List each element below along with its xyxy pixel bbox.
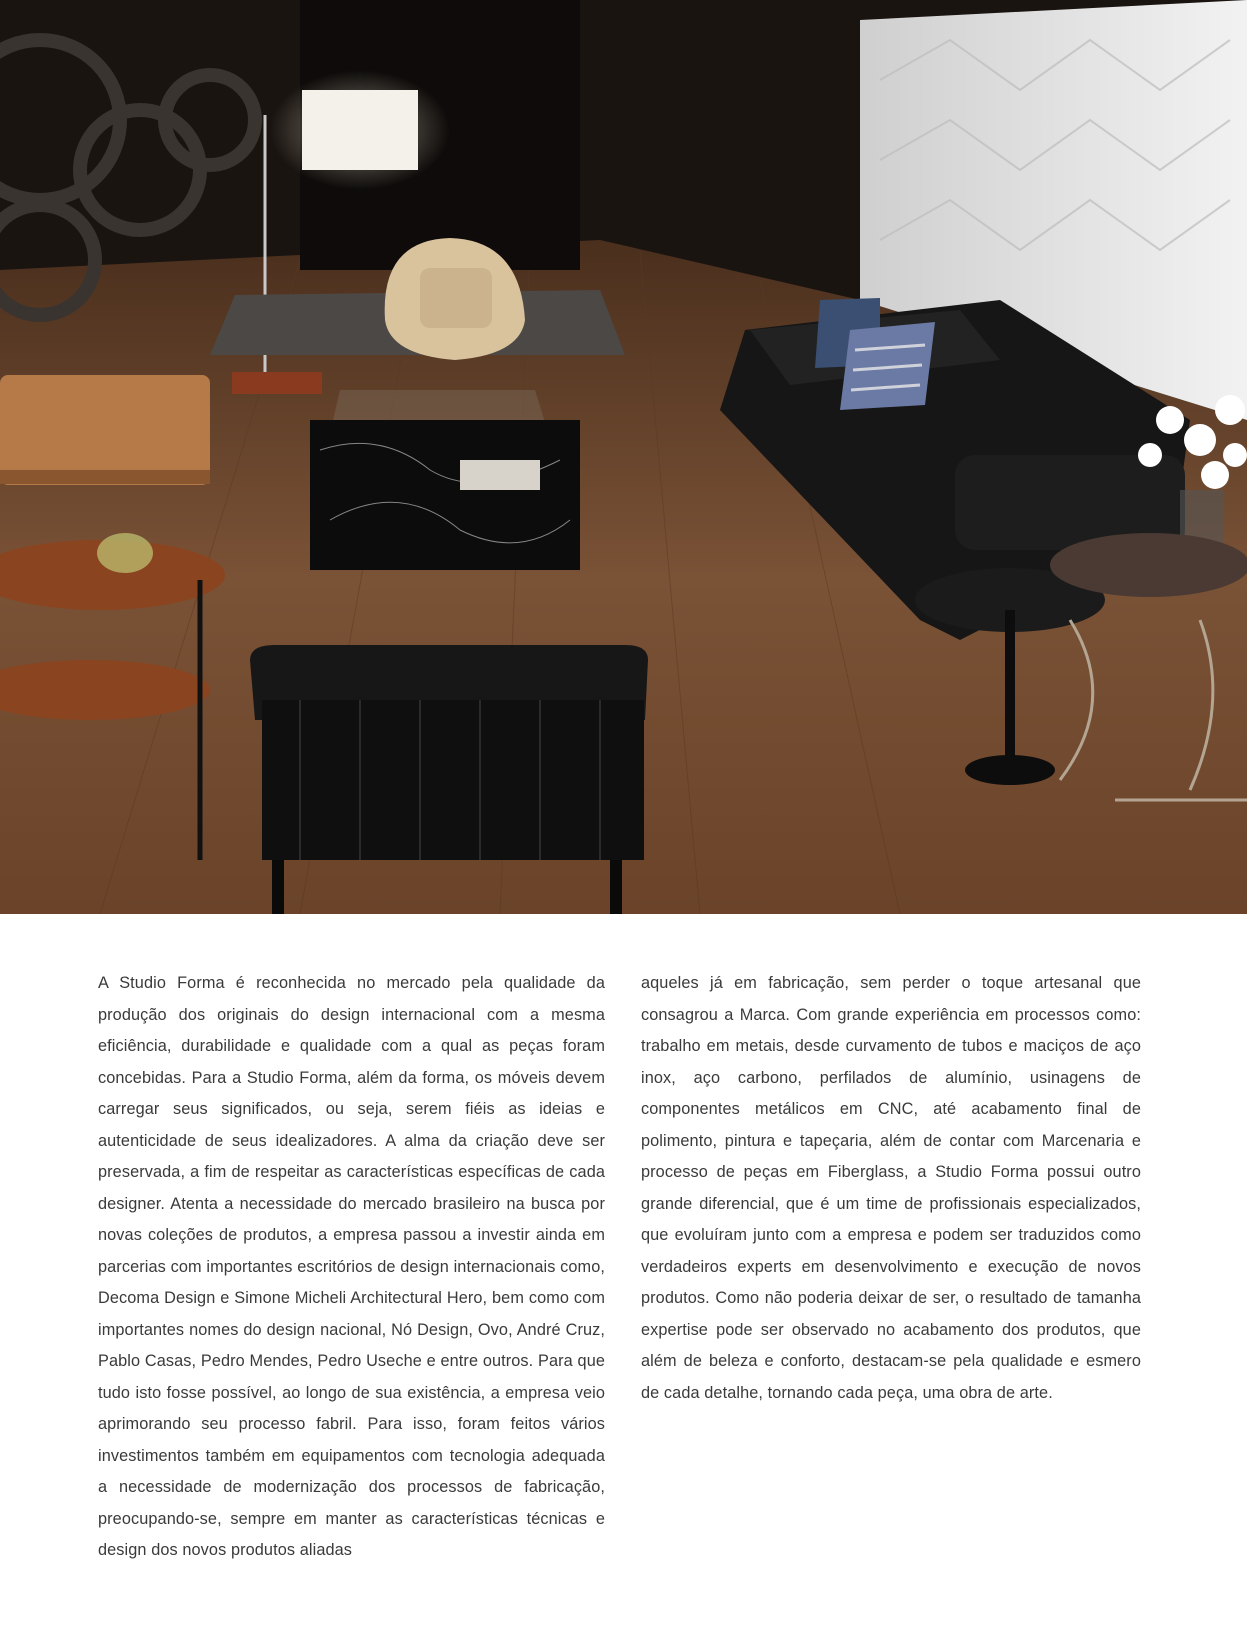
article-column-right: aqueles já em fabricação, sem perder o toque artesanal que consagrou a Marca. Com grande experiência em processos como: trabalho em metais, desde curvamento de tubos e maciços de aço inox, aço carbono, perfilados de alumínio, usinagens de componentes metálicos em CNC, até acabamento final de polimento, pintura e tapeçaria, além de contar com Marcenaria e processo de peças em Fiberglass, a Studio Forma possui outro grande diferencial, que é um time de profissionais especializados, que evoluíram junto com a empresa e podem ser traduzidos como verdadeiros experts em desenvolvimento e execução de novos produtos. Como não poderia deixar de ser, o resultado de tamanha expertise pode ser observado no acabamento dos produtos, que além de beleza e conforto, destacam-se pela qualidade e esmero de cada detalhe, tornando cada peça, uma obra de arte.	[641, 974, 1141, 1402]
article-column-left: A Studio Forma é reconhecida no mercado pela qualidade da produção dos originais do design internacional com a mesma eficiência, durabilidade e qualidade com a qual as peças foram concebidas. Para a Studio Forma, além da forma, os móveis devem carregar seus significados, ou seja, serem fiéis as ideias e autenticidade de seus idealizadores. A alma da criação deve ser preservada, a fim de respeitar as características específicas de cada designer. Atenta a necessidade do mercado brasileiro na busca por novas coleções de produtos, a empresa passou a investir ainda em parcerias com importantes escritórios de design internacionais como, Decoma Design e Simone Micheli Architectural Hero, bem como com importantes nomes do design nacional, Nó Design, Ovo, André Cruz, Pablo Casas, Pedro Mendes, Pedro Useche e entre outros. Para que tudo isto fosse possível, ao longo de sua existência, a empresa veio aprimorando seu processo fabril. Para isso, foram feitos vários investimentos também em equipamentos com tecnologia adequada a necessidade de modernização dos processos de fabricação, preocupando-se, sempre em manter as características técnicas e design dos novos produtos aliadas	[98, 974, 605, 1559]
